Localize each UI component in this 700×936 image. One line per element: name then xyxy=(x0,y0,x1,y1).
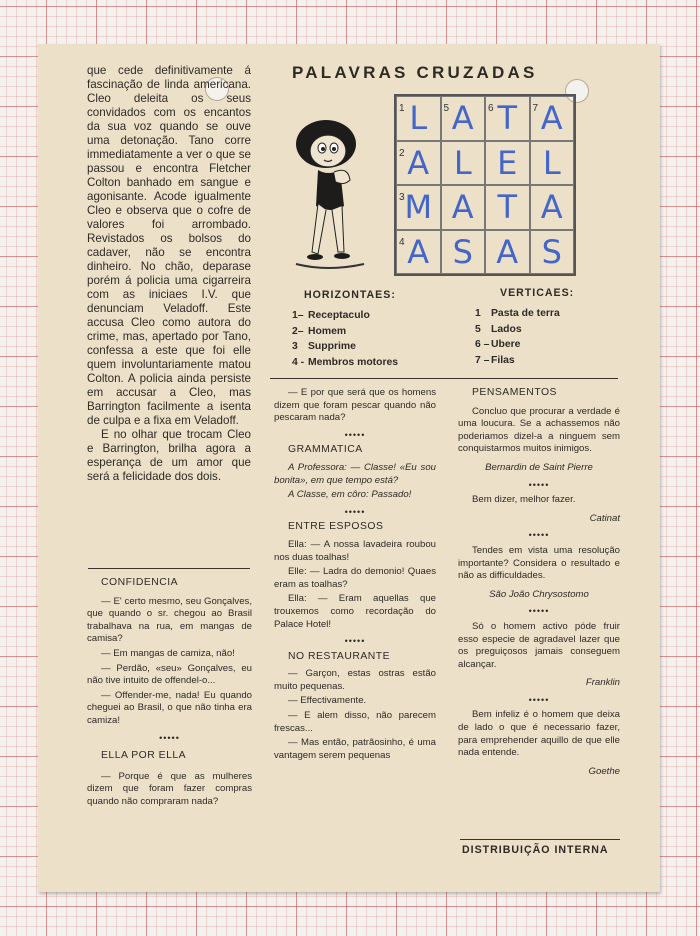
clue-item: 6 – Ubere xyxy=(475,339,521,350)
cell-letter: L xyxy=(453,143,472,182)
crossword-cell xyxy=(396,185,441,230)
separator-stars: ••••• xyxy=(528,606,550,617)
quote-text: Bem infeliz é o homem que deixa de lado o que é necessario fazer, para emprehender aquillo de que elle nada entende. xyxy=(458,709,620,759)
crossword-cell xyxy=(396,141,441,186)
crossword-cell xyxy=(485,96,530,141)
quote-text: Tendes em vista uma resolução importante? Considera o resultado e não as difficuldades. xyxy=(458,544,620,582)
separator-stars: ••••• xyxy=(344,636,366,647)
clue-item: 1 Pasta de terra xyxy=(475,308,560,319)
dialogue-line: — Effectivamente. xyxy=(288,695,367,707)
confidencia-section xyxy=(87,577,252,811)
dialogue-line: — Mas então, patrãosinho, é uma vantagem serem pequenas xyxy=(274,737,436,761)
crossword-cell xyxy=(441,230,486,275)
cell-letter: S xyxy=(541,232,562,271)
cell-letter: S xyxy=(452,232,473,271)
separator-stars: ••••• xyxy=(528,694,550,705)
clue-item: 7 – Filas xyxy=(475,354,515,366)
section-heading: PENSAMENTOS xyxy=(472,387,557,398)
cell-number: 4 xyxy=(399,236,405,248)
crossword-cell xyxy=(530,96,575,141)
dialogue-line: — Garçon, estas ostras estão muito pequenas. xyxy=(274,668,436,692)
section-heading: ELLA POR ELLA xyxy=(101,750,187,762)
quote-author: São João Chrysostomo xyxy=(489,588,589,600)
cell-letter: T xyxy=(497,188,518,227)
page-card xyxy=(38,44,660,892)
divider xyxy=(460,839,620,840)
crossword-cell xyxy=(441,185,486,230)
cell-number: 3 xyxy=(399,192,405,203)
quote-author: Catinat xyxy=(589,512,620,524)
page-title: PALAVRAS CRUZADAS xyxy=(292,63,538,82)
crossword-cell xyxy=(530,185,575,230)
separator-stars: ••••• xyxy=(344,429,366,440)
quote-text: Concluo que procurar a verdade é uma loucura. Se a achassemos não poderiamos dizel-a a ninguem sem conquistarmos muitos inimigos. xyxy=(458,405,620,455)
crossword-cell xyxy=(396,96,441,141)
horizontal-clues-heading: HORIZONTAES: xyxy=(304,289,396,301)
horizontal-clues xyxy=(292,308,452,370)
dialogue-line: Ella: — A nossa lavadeira roubou nos duas toalhas! xyxy=(274,538,436,563)
cell-letter: A xyxy=(540,188,563,227)
cell-number: 7 xyxy=(532,103,539,114)
cell-letter: A xyxy=(540,99,563,138)
crossword-cell xyxy=(396,230,441,275)
separator-stars: ••••• xyxy=(344,506,366,517)
section-heading: ENTRE ESPOSOS xyxy=(288,521,384,533)
story-text xyxy=(87,64,251,484)
section-heading: GRAMMATICA xyxy=(288,444,363,456)
cell-letter: A xyxy=(451,188,474,227)
crossword-cell xyxy=(441,96,486,141)
crossword-grid xyxy=(394,94,576,276)
separator-stars: ••••• xyxy=(159,732,180,743)
dialogue-line: — Porque é que as mulheres dizem que foram fazer compras quando não compraram nada? xyxy=(87,770,252,807)
cell-letter: L xyxy=(409,99,428,138)
quote-text: Só o homem activo póde fruir esso especie de agradavel lazer que os preguiçosos jamais conseguem alcançar. xyxy=(458,620,620,670)
cell-letter: L xyxy=(542,143,561,182)
quote-author: Bernardin de Saint Pierre xyxy=(485,461,593,473)
cell-letter: A xyxy=(407,232,430,271)
separator-stars: ••••• xyxy=(528,479,550,490)
dialogue-line: A Classe, em côro: Passado! xyxy=(288,489,412,501)
cell-number: 1 xyxy=(399,103,405,114)
cell-number: 6 xyxy=(488,103,494,114)
cell-number: 5 xyxy=(443,103,450,114)
story-paragraph: que cede definitivamente á fascinação de linda americana. Cleo deleita os seus convidados com os encantos da sua voz quando se ouve uma detonação. Tano corre immediatamente a ver o que se passou e encontra Fletcher Colton banhado em sangue e agonisante. Acode igualmente Cleo e observa que o cofre de valores foi arrombado. Revistados os bolsos do cadaver, não se encontra dinheiro. No chão, deparase porém á policia uma cigarreira com as iniciaes I.V. que denunciam Veladoff. Este accusa Cleo como autora do crime, mas, apertado por Tano, confessa a este que foi elle quem involuntariamente matou Colton. A policia ainda persiste em accusar a Cleo, mas Barrington facilmente a isenta de culpa e a fixa em Veladoff. xyxy=(87,64,251,427)
dialogue-line: Elle: — Ladra do demonio! Quaes eram as toalhas? xyxy=(274,566,436,590)
clue-item: 1– Receptaculo xyxy=(292,310,370,321)
quote-author: Goethe xyxy=(588,765,620,777)
cell-letter: A xyxy=(451,99,474,138)
dialogue-line: — E' certo mesmo, seu Gonçalves, que quando o sr. chegou ao Brasil trabalhava na rua, em mangas de camisa? xyxy=(87,595,252,645)
dialogue-line: — Em mangas de camiza, não! xyxy=(101,647,235,659)
divider xyxy=(88,568,250,569)
pensamentos-section xyxy=(458,387,620,780)
crossword-cell xyxy=(485,141,530,186)
dialogue-line: Ella: — Eram aquellas que trouxemos como recordação do Palace Hotel! xyxy=(274,593,436,630)
crossword-cell xyxy=(441,141,486,186)
dialogue-line: A Professora: — Classe! «Eu sou bonita», em que tempo está? xyxy=(274,461,436,486)
cell-letter: T xyxy=(497,99,518,138)
quote-author: Franklin xyxy=(585,677,620,689)
clue-item: 3 Supprime xyxy=(292,341,356,352)
cell-letter: A xyxy=(496,232,519,271)
quote-text: Bem dizer, melhor fazer. xyxy=(472,494,576,506)
cell-number: 2 xyxy=(399,147,405,159)
vertical-clues-heading: VERTICAES: xyxy=(500,287,575,299)
separator-stars: ••••• xyxy=(528,530,550,541)
dialogue-line: — Perdão, «seu» Gonçalves, eu não tive intuito de offendel-o... xyxy=(87,662,252,687)
story-paragraph: E no olhar que trocam Cleo e Barrington, brilha agora a esperança de um amor que será a felicidade dos dois. xyxy=(87,428,251,483)
clue-item: 2– Homem xyxy=(292,325,347,337)
middle-column xyxy=(274,387,436,764)
cartoon-girl-illustration xyxy=(288,106,378,276)
clue-item: 4 - Membros motores xyxy=(292,356,399,368)
footer-label: DISTRIBUIÇÃO INTERNA xyxy=(462,844,609,856)
cell-letter: A xyxy=(407,143,430,182)
section-heading: CONFIDENCIA xyxy=(101,577,179,588)
clue-item: 5 Lados xyxy=(475,323,522,335)
crossword-cell xyxy=(530,141,575,186)
cell-letter: M xyxy=(404,188,433,227)
dialogue-line: — E por que será que os homens dizem que foram pescar quando não pescaram nada? xyxy=(274,387,436,424)
section-heading: NO RESTAURANTE xyxy=(288,650,391,662)
crossword-cell xyxy=(485,230,530,275)
cell-letter: E xyxy=(497,143,518,182)
divider xyxy=(270,378,618,379)
dialogue-line: — Offender-me, nada! Eu quando cheguei ao Brasil, o que não tinha era camiza! xyxy=(87,689,252,726)
crossword-cell xyxy=(485,185,530,230)
dialogue-line: — E alem disso, não parecem frescas... xyxy=(274,710,436,734)
vertical-clues xyxy=(475,306,635,368)
crossword-cell xyxy=(530,230,575,275)
